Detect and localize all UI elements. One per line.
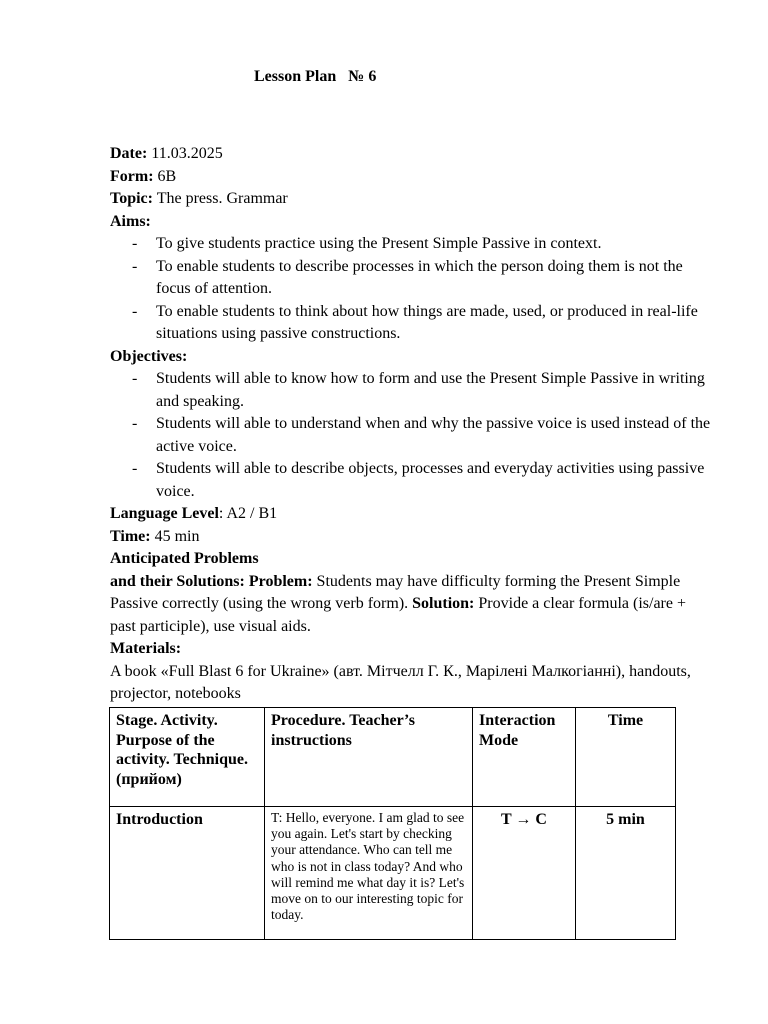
time-value: 45 min (150, 527, 200, 545)
language-level-value: : A2 / B1 (218, 505, 278, 522)
list-item: - Students will able to describe objects, processes and everyday activities using passive voice. (132, 460, 705, 500)
problem-text: Students may have difficulty forming the Present Simple Passive correctly (using the wrong verb form). (110, 572, 681, 612)
list-item: - Students will able to know how to form and use the Present Simple Passive in writing and speaking. (132, 370, 705, 410)
language-level-label: Language Level (110, 505, 219, 522)
problem-label: and their Solutions: Problem: (110, 572, 313, 590)
form-value: 6B (153, 167, 177, 185)
cell-stage: Introduction (110, 807, 265, 940)
topic-value: The press. Grammar (152, 190, 288, 207)
objectives-heading: Objectives: (110, 347, 188, 365)
header-interaction: Interaction Mode (473, 708, 576, 807)
list-item: - To give students practice using the Present Simple Passive in context. (132, 235, 602, 252)
time-line (110, 526, 714, 549)
topic-label: Topic: (110, 190, 153, 207)
table-header-row (110, 708, 676, 807)
date-line (110, 143, 714, 166)
problems-paragraph (110, 571, 714, 639)
solution-label: Solution: (412, 595, 475, 612)
topic-line (110, 188, 714, 211)
form-label: Form: (110, 167, 154, 185)
list-item: - Students will able to understand when and why the passive voice is used instead of the active voice. (132, 415, 711, 455)
aims-heading: Aims: (110, 212, 151, 230)
lesson-table (109, 707, 676, 940)
problems-heading: Anticipated Problems (110, 550, 259, 567)
date-value: 11.03.2025 (147, 145, 223, 162)
date-label: Date: (110, 145, 148, 162)
language-level-line (110, 503, 714, 526)
header-procedure: Procedure. Teacher’s instructions (265, 708, 473, 807)
lesson-details (110, 143, 714, 706)
list-item: - To enable students to think about how things are made, used, or produced in real-life situations using passive constructions. (132, 302, 698, 342)
table-row (110, 807, 676, 940)
time-label: Time: (110, 527, 151, 545)
page-title: Lesson Plan № 6 (254, 68, 377, 85)
aims-list (110, 233, 714, 346)
header-time: Time (576, 708, 676, 807)
form-line (110, 166, 714, 189)
materials-text: A book «Full Blast 6 for Ukraine» (авт. Мітчелл Г. К., Марілені Малкогіанні), handouts, projector, notebooks (110, 662, 691, 702)
header-stage: Stage. Activity. Purpose of the activity. Technique. (прийом) (110, 708, 265, 807)
cell-time: 5 min (576, 807, 676, 940)
objectives-list (110, 368, 714, 503)
list-item: - To enable students to describe processes in which the person doing them is not the focus of attention. (132, 257, 683, 297)
solution-text: Provide a clear formula (is/are + past participle), use visual aids. (110, 595, 686, 635)
cell-procedure: T: Hello, everyone. I am glad to see you again. Let's start by checking your attendance. Who can tell me who is not in class today? And who will remind me what day it is? Let's move on to our interesting topic for today. (265, 807, 473, 940)
materials-heading: Materials: (110, 640, 182, 657)
cell-interaction: T → C (473, 807, 576, 940)
